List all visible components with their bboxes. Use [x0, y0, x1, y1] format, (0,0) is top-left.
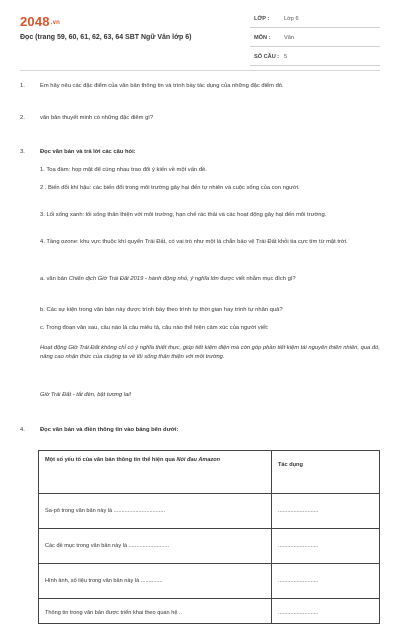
- sub-question-c: c. Trong đoạn văn sau, câu nào là câu miêu tả, câu nào thể hiện cảm xúc của người viết:: [40, 325, 269, 331]
- question-text: Đọc văn bản và trả lời các câu hỏi:: [40, 149, 136, 155]
- quoted-paragraph: Hoạt động Giờ Trái Đất không chỉ có ý nghĩa thiết thực, giúp tiết kiệm điện mà còn góp phần tiết kiệm tài nguyên thiên nhiên, qua đó, nâng cao nhận thức của cluộng ta về lối sống thân thiện với môi trường.: [40, 345, 380, 360]
- meta-label: LỚP :: [254, 16, 270, 22]
- table-cell: [39, 494, 272, 528]
- header-col2: Tác dụng: [278, 462, 303, 468]
- answer-blank: ..........................: [278, 543, 319, 549]
- table-row: [39, 563, 379, 598]
- table-row: [39, 493, 379, 528]
- question-text: văn bản thuyết minh có những đặc điểm gì?: [40, 115, 154, 121]
- table-cell-text: Thông tin trong văn bản được triển khai theo quan hệ ..: [45, 610, 183, 616]
- answer-blank: ..........................: [278, 610, 319, 616]
- question-number: 4.: [20, 427, 25, 433]
- table-cell[interactable]: [272, 529, 379, 563]
- table-cell-text: Hình ảnh, số liệu trong văn bản này là ..............: [45, 578, 163, 584]
- meta-value: Văn: [284, 35, 294, 41]
- question-text: Em hãy nêu các đặc điểm của văn bản thông tin và trình bày tác dụng của những đặc điểm đó.: [40, 83, 284, 89]
- document-title: Đọc (trang 59, 60, 61, 62, 63, 64 SBT Ngữ Văn lớp 6): [20, 34, 192, 41]
- logo-text: 2048: [20, 14, 50, 29]
- table-cell[interactable]: [272, 599, 379, 623]
- table-cell[interactable]: [272, 494, 379, 528]
- answer-blank: ..........................: [278, 508, 319, 514]
- question-number: 2.: [20, 115, 25, 121]
- table-cell-text: Sa-pô trong văn bản này là .................................: [45, 508, 166, 514]
- answer-blank: ..........................: [278, 578, 319, 584]
- sub-question-a-suffix: được viết nhằm mục đích gì?: [218, 276, 296, 282]
- table-header-cell: [39, 451, 272, 493]
- meta-label: MÔN :: [254, 35, 271, 41]
- question-number: 1.: [20, 83, 25, 89]
- meta-value: 5: [284, 54, 288, 60]
- table-row: [39, 598, 379, 623]
- header-divider: [20, 70, 380, 71]
- table-header-row: [39, 451, 379, 493]
- table-cell: [39, 529, 272, 563]
- header: [0, 0, 400, 66]
- question-number: 3.: [20, 149, 25, 155]
- sub-question-b: b. Các sự kiện trong văn bản này được trình bày theo trình tự thời gian hay trình tự nhân quả?: [40, 307, 283, 313]
- header-col1-prefix: Một số yếu tố của văn bản thông tin thể hiện qua: [45, 457, 177, 463]
- table-header-cell: [272, 451, 379, 493]
- table-cell-text: Các đề mục trong văn bản này là ..........................: [45, 543, 170, 549]
- header-col1-italic: Nói đau Amazon: [176, 457, 221, 463]
- definition-item: 1. Toạ đàm: họp mặt để cùng nhau trao đổi ý kiến về một vấn đề.: [40, 167, 207, 173]
- table-cell: [39, 599, 272, 623]
- quoted-slogan: Giờ Trái Đất - tắt đèn, bật tương lai!: [40, 392, 132, 398]
- table-cell[interactable]: [272, 564, 379, 598]
- meta-row-class: [250, 13, 380, 28]
- question-text: Đọc văn bản và điền thông tin vào bảng bên dưới:: [40, 427, 179, 433]
- sub-question-a: [40, 275, 380, 284]
- meta-row-subject: [250, 32, 380, 47]
- meta-label: SỐ CÂU :: [254, 54, 280, 60]
- site-logo[interactable]: [20, 14, 60, 29]
- table-header-text: [45, 456, 265, 464]
- table-cell: [39, 564, 272, 598]
- meta-box: [250, 13, 380, 70]
- meta-value: Lớp 6: [284, 16, 299, 22]
- table-row: [39, 528, 379, 563]
- sub-question-a-title: Chiến dịch Giờ Trái Đất 2019 - hành động nhỏ, ý nghĩa lớn: [68, 276, 219, 282]
- info-table: [38, 450, 380, 624]
- meta-row-count: [250, 51, 380, 66]
- logo-suffix: .vn: [50, 19, 61, 26]
- definition-item: 3. Lối sống xanh: lối sống thân thiện với môi trường, hạn chế rác thải và các hoạt động gây hại đến môi trường.: [40, 212, 327, 218]
- sub-question-a-prefix: a. văn bản: [40, 276, 69, 282]
- definition-item: 2 . Biến đổi khí hậu: các biến đổi trong môi trường gây hại đến tự nhiên và cuộc sống của con người.: [40, 185, 300, 191]
- definition-item: 4. Tầng ozone: khu vực thuộc khí quyển Trái Đất, có vai trò như một lá chắn bảo vệ Trái Đất khỏi tia cực tím từ mặt trời.: [40, 239, 348, 245]
